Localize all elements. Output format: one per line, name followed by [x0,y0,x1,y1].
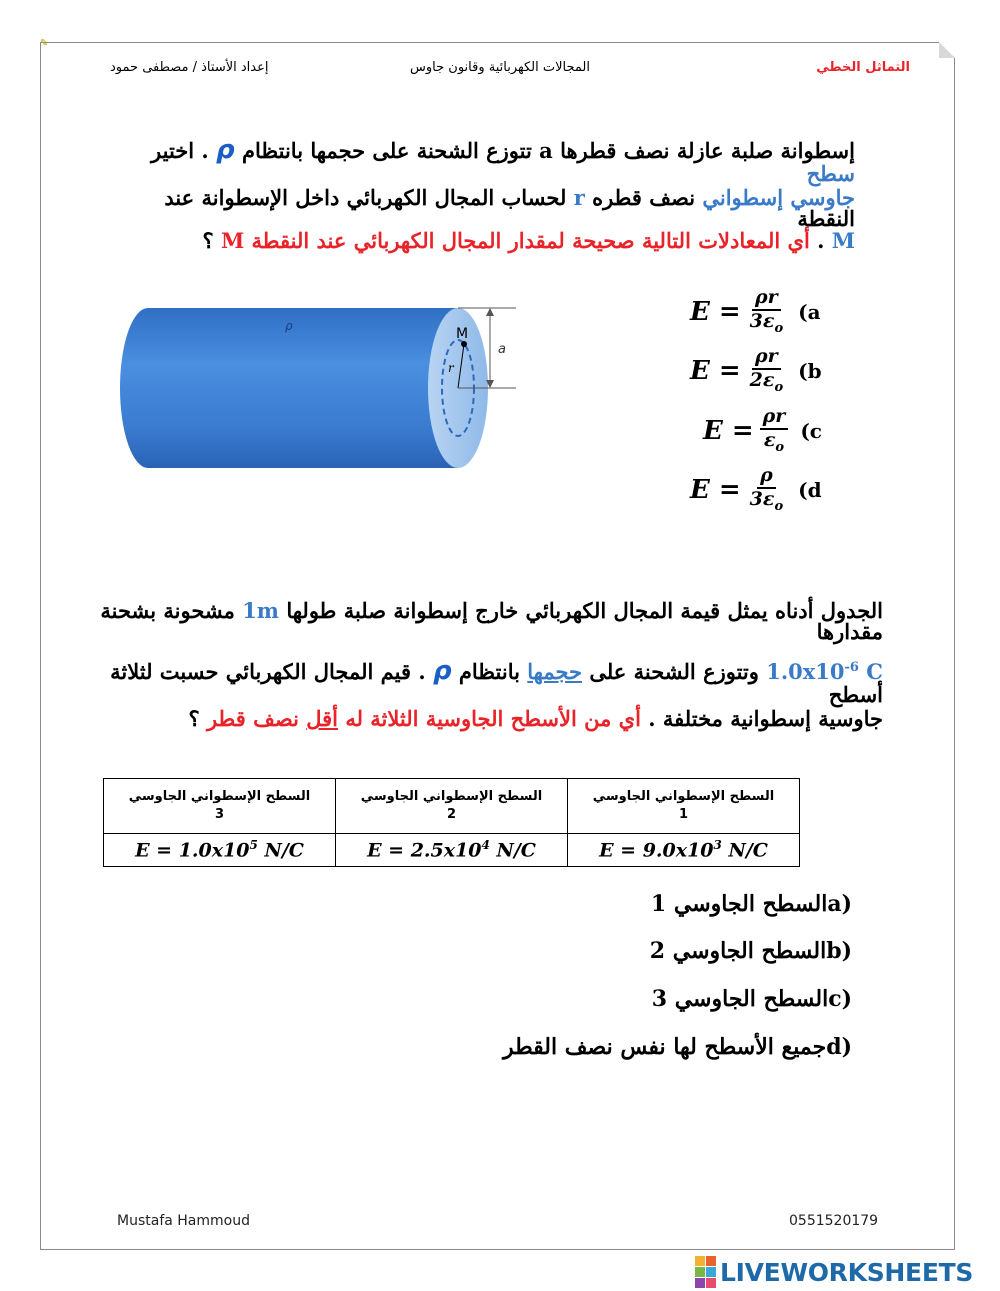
question2-line1: الجدول أدناه يمثل قيمة المجال الكهربائي خارج إسطوانة صلبة طولها 1m مشحونة بشحنة مقدارها [100,598,883,644]
question1-line1: إسطوانة صلبة عازلة نصف قطرها a تتوزع الشحنة على حجمها بانتظام ρ . اختير سطح [151,135,855,186]
option-surface-d[interactable]: d)جميع الأسطح لها نفس نصف القطر [502,1034,852,1060]
charge-value: $1.0x10^{-6}$ C [766,659,883,684]
question1-line3: M . أي المعادلات التالية صحيحة لمقدار المجال الكهربائي عند النقطة M ؟ [202,228,855,253]
radius-r-label: r [448,361,454,375]
option-label: (d [798,477,822,502]
logo-badge-icon [695,1256,716,1288]
fraction: $\frac{\rho r}{3\varepsilon_o}$ [749,286,784,336]
pin-icon: ✎ [40,38,49,49]
table-header-row [104,779,800,834]
rho-symbol: ρ [216,135,235,165]
table-cell: $E = 2.5x10^4$ N/C [336,834,568,867]
option-label: (b [798,358,822,383]
option-label: (a [798,299,821,324]
rho-figure-label: ρ [285,319,293,333]
table-cell: $E = 9.0x10^3$ N/C [568,834,800,867]
table-header-cell: السطح الإسطواني الجاوسي 1 [568,779,800,834]
footer-author-name: Mustafa Hammoud [117,1213,250,1229]
liveworksheets-logo[interactable] [695,1256,973,1288]
header-topic: التماثل الخطي [816,60,910,75]
question1-line2: جاوسي إسطواني نصف قطره r لحساب المجال الكهربائي داخل الإسطوانة عند النقطة [164,185,855,231]
gaussian-surfaces-table [103,778,800,867]
header-title: المجالات الكهربائية وقانون جاوس [410,60,590,75]
table-header-cell: السطح الإسطواني الجاوسي 2 [336,779,568,834]
question2-line2: $1.0x10^{-6}$ C وتتوزع الشحنة على حجمها بانتظام ρ . قيم المجال الكهربائي حسبت لثلاثة أسطح [110,656,883,707]
option-surface-a[interactable]: a)السطح الجاوسي 1 [650,891,852,917]
point-m-label: M [456,326,469,342]
option-equation-d[interactable]: E = $\frac{\rho}{3\varepsilon_o}$ (d [690,464,822,514]
fraction: $\frac{\rho}{3\varepsilon_o}$ [749,464,784,514]
dimension-arrow-head-top [486,308,494,316]
option-equation-b[interactable]: E = $\frac{\rho r}{2\varepsilon_o}$ (b [690,345,822,395]
rho-symbol: ρ [432,656,452,686]
footer-phone: 0551520179 [789,1213,879,1229]
table-row [104,834,800,867]
cylinder-figure [118,298,518,478]
option-label: (c [800,418,822,443]
fraction: $\frac{\rho r}{\varepsilon_o}$ [760,407,789,454]
logo-text: LIVEWORKSHEETS [720,1257,974,1287]
question2-line3: جاوسية إسطوانية مختلفة . أي من الأسطح الجاوسية الثلاثة له أقل نصف قطر ؟ [188,706,883,731]
option-equation-a[interactable]: E = $\frac{\rho r}{3\varepsilon_o}$ (a [690,286,821,336]
header-author: إعداد الأستاذ / مصطفى حمود [110,60,269,75]
table-cell: $E = 1.0x10^5$ N/C [104,834,336,867]
radius-a-label: a [498,342,506,357]
table-header-cell: السطح الإسطواني الجاوسي 3 [104,779,336,834]
option-equation-c[interactable]: E = $\frac{\rho r}{\varepsilon_o}$ (c [703,405,822,455]
option-surface-b[interactable]: b)السطح الجاوسي 2 [649,938,852,964]
option-surface-c[interactable]: c)السطح الجاوسي 3 [651,986,852,1012]
page-corner-fold [939,42,955,58]
fraction: $\frac{\rho r}{2\varepsilon_o}$ [749,345,784,395]
